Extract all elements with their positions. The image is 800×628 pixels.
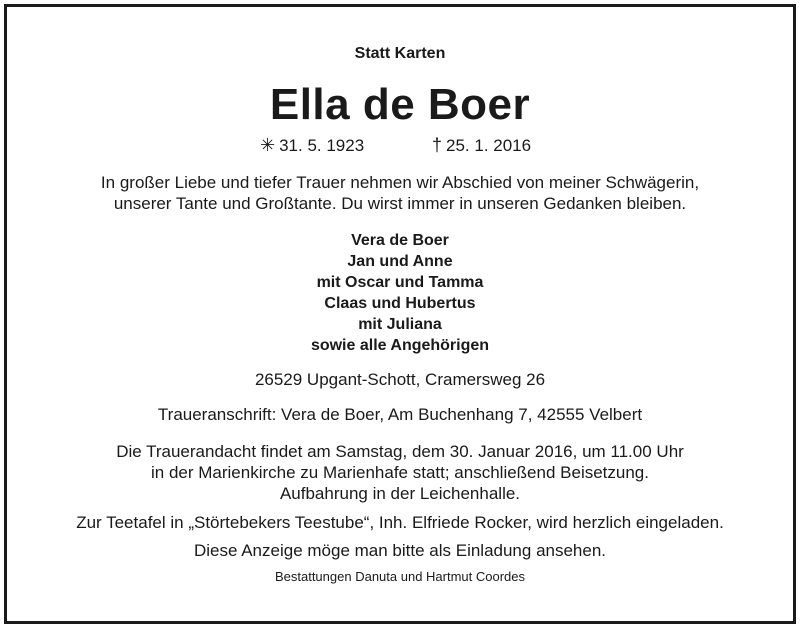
service-details — [0, 441, 800, 504]
mourners-list — [0, 230, 800, 356]
message-line: In großer Liebe und tiefer Trauer nehmen wir Abschied von meiner Schwägerin, — [100, 173, 700, 192]
mourning-address: Traueranschrift: Vera de Boer, Am Buchenhang 7, 42555 Velbert — [157, 405, 643, 424]
deceased-name: Ella de Boer — [269, 80, 531, 129]
mourner-line: Vera de Boer — [351, 232, 449, 249]
mourner-line: Jan und Anne — [347, 253, 453, 270]
notice-header: Statt Karten — [354, 45, 446, 62]
mourner-line: mit Oscar und Tamma — [316, 274, 484, 291]
service-line: in der Marienkirche zu Marienhafe statt; anschließend Beisetzung. — [151, 463, 649, 482]
birth-star-icon: ✳ — [260, 135, 276, 155]
message-line: unserer Tante und Großtante. Du wirst immer in unseren Gedanken bleiben. — [113, 194, 687, 213]
undertaker-credit: Bestattungen Danuta und Hartmut Coordes — [274, 569, 526, 584]
farewell-message — [0, 172, 800, 214]
service-line: Aufbahrung in der Leichenhalle. — [279, 484, 521, 503]
death-cross-icon: † — [432, 135, 443, 155]
mourner-line: mit Juliana — [358, 316, 442, 333]
birth-date: 31. 5. 1923 — [279, 136, 365, 155]
service-line: Die Trauerandacht findet am Samstag, dem 30. Januar 2016, um 11.00 Uhr — [116, 442, 684, 461]
family-address: 26529 Upgant-Schott, Cramersweg 26 — [254, 370, 546, 389]
tea-invitation: Zur Teetafel in „Störtebekers Teestube“, Inh. Elfriede Rocker, wird herzlich eingeladen. — [76, 513, 724, 532]
invitation-note: Diese Anzeige möge man bitte als Einladung ansehen. — [193, 541, 607, 560]
birth-date-group — [260, 135, 364, 156]
mourner-line: sowie alle Angehörigen — [310, 337, 490, 354]
death-date-group — [432, 135, 531, 156]
death-date: 25. 1. 2016 — [446, 136, 532, 155]
mourner-line: Claas und Hubertus — [324, 295, 476, 312]
